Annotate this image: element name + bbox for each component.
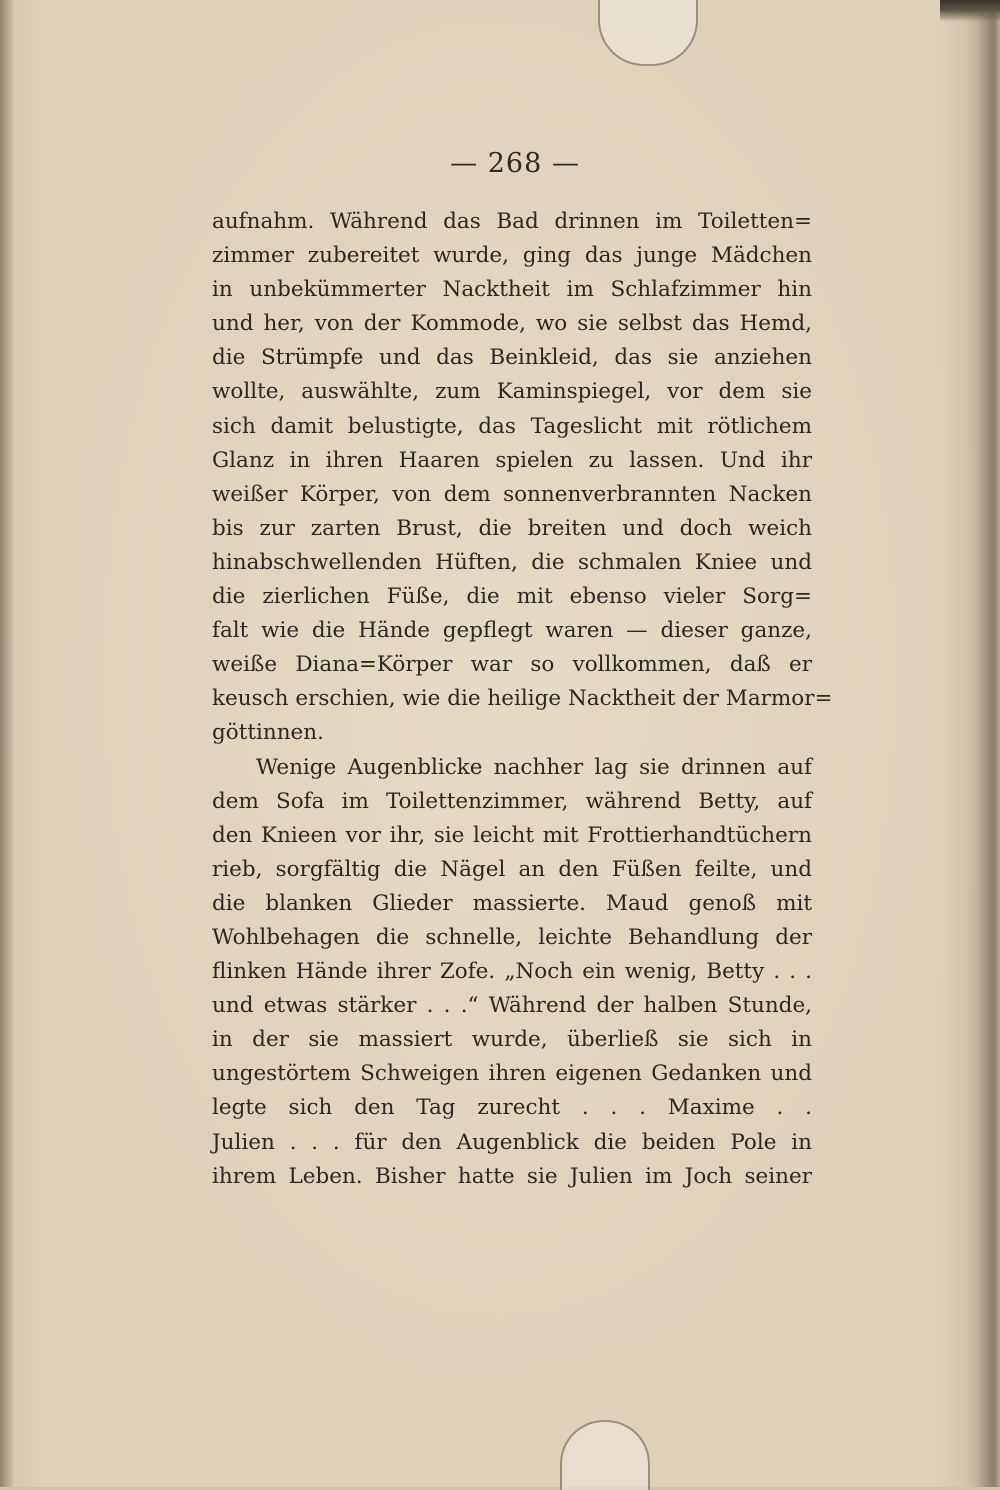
text-line: Julien . . . für den Augenblick die beiden Pole in [212,1129,812,1155]
text-line: weiße Diana=Körper war so vollkommen, daß er [212,652,812,678]
text-line: dem Sofa im Toilettenzimmer, während Betty, auf [212,788,812,814]
text-line: bis zur zarten Brust, die breiten und doch weich [212,515,812,541]
text-line: Wenige Augenblicke nachher lag sie drinnen auf [256,754,812,780]
text-line: in der sie massiert wurde, überließ sie sich in [212,1027,812,1053]
text-line: Glanz in ihren Haaren spielen zu lassen. Und ihr [212,447,812,473]
text-line: göttinnen. [212,720,324,746]
page-right-edge [974,0,1000,1487]
text-line: und her, von der Kommode, wo sie selbst das Hemd, [212,311,812,337]
text-line: hinabschwellenden Hüften, die schmalen Kniee und [212,549,812,575]
text-line: sich damit belustigte, das Tageslicht mit rötlichem [212,413,812,439]
scan-corner-shadow [940,0,1000,22]
text-line: flinken Hände ihrer Zofe. „Noch ein wenig, Betty . . . [212,959,812,985]
bottom-clip [560,1420,650,1490]
page-left-edge [0,0,14,1487]
body-text [212,205,833,1194]
text-line: in unbekümmerter Nacktheit im Schlafzimmer hin [212,277,812,303]
page-number: — 268 — [450,148,580,179]
text-line: keusch erschien, wie die heilige Nacktheit der Marmor= [212,686,833,712]
text-line: Wohlbehagen die schnelle, leichte Behandlung der [212,924,812,950]
text-line: die blanken Glieder massierte. Maud genoß mit [212,890,812,916]
text-line: rieb, sorgfältig die Nägel an den Füßen feilte, und [212,856,812,882]
text-line: die Strümpfe und das Beinkleid, das sie anziehen [212,345,812,371]
text-line: ungestörtem Schweigen ihren eigenen Gedanken und [212,1061,812,1087]
text-line: falt wie die Hände gepflegt waren — dieser ganze, [212,618,812,644]
top-clip [598,0,698,66]
text-line: zimmer zubereitet wurde, ging das junge Mädchen [212,243,812,269]
text-line: ihrem Leben. Bisher hatte sie Julien im Joch seiner [212,1163,812,1189]
text-line: aufnahm. Während das Bad drinnen im Toiletten= [212,209,812,234]
text-line: und etwas stärker . . .“ Während der halben Stunde, [212,993,812,1019]
text-line: weißer Körper, von dem sonnenverbrannten Nacken [212,481,812,507]
text-line: den Knieen vor ihr, sie leicht mit Frottierhandtüchern [212,822,812,848]
text-line: legte sich den Tag zurecht . . . Maxime . . [212,1095,812,1121]
text-line: die zierlichen Füße, die mit ebenso vieler Sorg= [212,584,812,610]
text-line: wollte, auswählte, zum Kaminspiegel, vor dem sie [212,379,812,405]
